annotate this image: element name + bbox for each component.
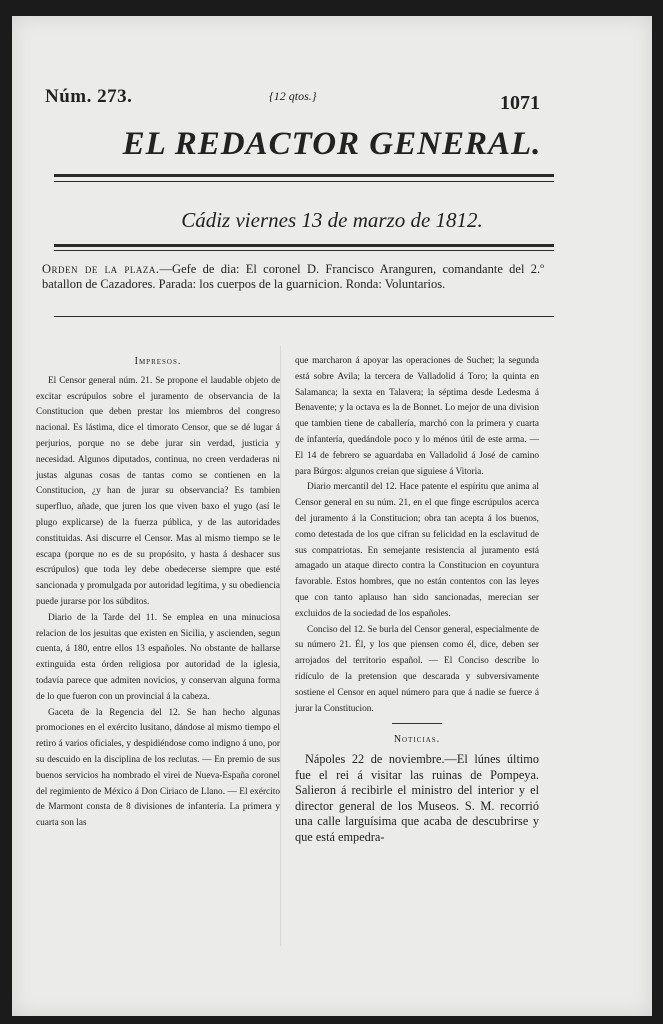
dateline: Cádiz viernes 13 de marzo de 1812. bbox=[181, 208, 483, 232]
noticias-rule bbox=[392, 723, 442, 724]
orden-de-la-plaza bbox=[42, 262, 544, 292]
napoles-news bbox=[295, 752, 539, 845]
diario-mercantil-paragraph: Diario mercantil del 12. Hace patente el espíritu que anima al Censor general en su núm. 21, en el que finge escrúpulos acerca del juramento á la Constitucion; obra tan acepta á los buenos, como detestada de los que cifran su felicidad en la esclavitud de sus compatriotas. En semejante resistencia al juramento está amagado un ataque directo contra la Constitucion en coyuntura favorable. Estos hombres, que no están contentos con las leyes que con tanto aplauso han sido sancionadas, merecian ser excluidos de la sociedad de los españoles. bbox=[295, 482, 539, 619]
orden-label: Orden de la plaza. bbox=[42, 262, 160, 276]
conciso-paragraph: Conciso del 12. Se burla del Censor general, especialmente de su número 21. Él, y los que piensen como él, dice, deben ser arrojados del territorio español. — El Conciso describe lo ridículo de la pretension que descarada y subversivamente sostiene el Censor en aquel número para que á nadie se fuerce á jurar la Constitucion. bbox=[295, 624, 539, 714]
dateline-rule-thin bbox=[54, 250, 554, 251]
napoles-paragraph: Nápoles 22 de noviembre.—El lúnes último fue el rei á visitar las ruinas de Pompeya. Salieron á recibirle el ministro del interior y el director general de los Museos. S. M. recorrió una calle larguísima que acaba de descubrirse y que está empedra- bbox=[295, 752, 539, 844]
page-number: 1071 bbox=[500, 92, 540, 114]
masthead-title: EL REDACTOR GENERAL. bbox=[122, 126, 542, 162]
dateline-rule bbox=[54, 244, 554, 247]
column-right bbox=[295, 354, 539, 845]
issue-number: Núm. 273. bbox=[45, 86, 133, 107]
column-left bbox=[36, 354, 280, 832]
newspaper-page bbox=[12, 16, 652, 1016]
noticias-heading: Noticias. bbox=[393, 734, 441, 746]
orden-rule bbox=[54, 316, 554, 317]
marmont-continued-paragraph: que marcharon á apoyar las operaciones de Suchet; la segunda está sobre Avila; la tercera de Valladolid á Toro; la quinta en Salamanca; la sexta en Talavera; la séptima desde Ledesma á Benavente; y la octava es la de Bonnet. Lo mejor de una division que tambien tiene de caballería, marchó con la primera y cuarta de infantería, quedándole poco y lo ménos útil de este arma. — El 14 de febrero se aguardaba en Valladolid á José de camino para Búrgos: algunos creian que siguiese á Vitoria. bbox=[295, 356, 539, 477]
orden-text: —Gefe de dia: El coronel D. Francisco Aranguren, comandante del 2.º batallon de Cazadores. Parada: los cuerpos de la guarnicion. Ronda: Voluntarios. bbox=[42, 262, 544, 291]
impresos-heading: Impresos. bbox=[134, 356, 182, 367]
diario-tarde-paragraph: Diario de la Tarde del 11. Se emplea en una minuciosa relacion de los jesuitas que existen en Sicilia, y ascienden, segun cuenta, á 180, entre ellos 13 españoles. No obstante de hallarse extinguida esta órden religiosa por autoridad de la iglesia, todavía parece que admiten novicios, y conservan alguna forma de lo que fueron con un provincial á la cabeza. bbox=[36, 612, 280, 702]
price: {12 qtos.} bbox=[269, 89, 317, 103]
masthead-rule-top-thin bbox=[54, 181, 554, 182]
masthead-rule-top bbox=[54, 174, 554, 177]
column-divider bbox=[280, 346, 281, 946]
gaceta-paragraph: Gaceta de la Regencia del 12. Se han hecho algunas promociones en el exército lusitano, dándose al mismo tiempo el retiro á varios oficiales, y despidiéndose como indigno á uno, por su descuido en la disciplina de los reclutas. — En premio de sus buenos servicios ha nombrado el virei de Nueva-España coronel del regimiento de México á Don Ciriaco de Llano. — El exército de Marmont consta de 8 divisiones de infantería. La primera y cuarta son las bbox=[36, 707, 280, 829]
censor-paragraph: El Censor general núm. 21. Se propone el laudable objeto de excitar escrúpulos sobre el juramento de observancia de la Constitucion que deben prestar los miembros del congreso nacional. Es lástima, dice el timorato Censor, que se dé lugar á perjurios, porque no se debe jurar sin verdad, justicia y necesidad. Algunos diputados, continua, no creen verdaderas ni justas algunas cosas de tantas como se contienen en la Constitucion, ¿y han de jurar su observancia? Es tambien superfluo, añade, que juren los que viven baxo el yugo (así le plugo explicarse) de la fuerza pública, y de las autoridades constituidas. Asi discurre el Censor. Mas al mismo tiempo se le escapa (porque no es de su propósito, y hasta á deshacer sus escrúpulos) que toda ley debe obedecerse siempre que esté sancionada y promulgada por autoridad legítima, y su obediencia puede jurarse por los súbditos. bbox=[36, 375, 280, 607]
